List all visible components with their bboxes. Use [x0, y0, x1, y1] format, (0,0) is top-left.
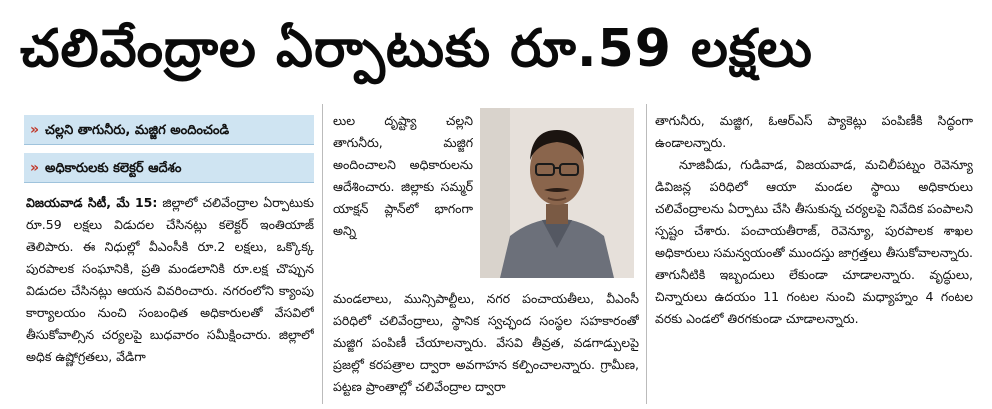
- column-1-text: జిల్లాలో చలివేంద్రాల ఏర్పాటుకు రూ.59 లక్షలు విడుదల చేసినట్లు కలెక్టర్‌ ఇంతియాజ్‌ తెలిపారు. ఈ నిధుల్లో వీఎంసీకి రూ.2 లక్షలు, ఒక్కొక్క పురపాలక సంఘానికి, ప్రతి మండలానికి రూ.లక్ష చొప్పున విడుదల చేసినట్లు ఆయన వివరించారు. నగరంలోని క్యాంపు కార్యాలయం నుంచి సంబంధిత అధికారులతో వేసవిలో తీసుకోవాల్సిన చర్యలపై బుధవారం సమీక్షించారు. జిల్లాలో అధిక ఉష్ణోగ్రతలు, వేడిగా: [26, 195, 314, 364]
- article-column-3: [655, 110, 973, 406]
- article-column-2-top: [333, 110, 473, 288]
- dateline: విజయవాడ సిటీ, మే 15:: [26, 195, 158, 210]
- subheading-2: [24, 153, 314, 183]
- column-3-paragraph-1: తాగునీరు, మజ్జిగ, ఓఆర్‌ఎస్‌ ప్యాకెట్లు పంపిణీకి సిద్ధంగా ఉండాలన్నారు.: [655, 113, 973, 150]
- column-3-paragraph-2: నూజివీడు, గుడివాడ, విజయవాడ, మచిలీపట్నం రెవెన్యూ డివిజన్ల పరిధిలో ఆయా మండల స్థాయి అధికారులు చలివేంద్రాలను ఏర్పాటు చేసి తీసుకున్న చర్యలపై నివేదిక పంపాలని స్పష్టం చేశారు. పంచాయతీరాజ్‌, రెవెన్యూ, పురపాలక శాఖల అధికారులు సమన్వయంతో ముందస్తు జాగ్రత్తలు తీసుకోవాలన్నారు. తాగునీటికి ఇబ్బందులు లేకుండా చూడాలన్నారు. వృద్ధులు, చిన్నారులు ఉదయం 11 గంటల నుంచి మధ్యాహ్నం 4 గంటల వరకు ఎండలో తిరగకుండా చూడాలన్నారు.: [655, 157, 973, 326]
- article-column-1: [26, 192, 314, 407]
- double-chevron-icon: »: [30, 160, 40, 176]
- subheading-1-text: చల్లని తాగునీరు, మజ్జిగ అందించండి: [45, 123, 230, 138]
- column-2-top-text: లుల దృష్ట్యా చల్లని తాగునీరు, మజ్జిగ అందించాలని అధికారులను ఆదేశించారు. జిల్లాకు సమ్మర్‌ యాక్షన్‌ ప్లాన్‌లో భాగంగా అన్ని: [333, 113, 473, 238]
- subheading-1: [24, 115, 314, 145]
- article-column-2-bottom: [333, 288, 639, 406]
- double-chevron-icon: »: [30, 122, 40, 138]
- headline: చలివేంద్రాల ఏర్పాటుకు రూ.59 లక్షలు: [20, 19, 813, 79]
- column-divider: [322, 104, 323, 404]
- subheading-2-text: అధికారులకు కలెక్టర్‌ ఆదేశం: [45, 161, 182, 176]
- column-divider: [646, 104, 647, 404]
- column-2-bottom-text: మండలాలు, మున్సిపాల్టీలు, నగర పంచాయతీలు, వీఎంసీ పరిధిలో చలివేంద్రాలు, స్థానిక స్వచ్ఛంద సంస్థల సహకారంతో మజ్జిగ పంపిణీ చేయాలన్నారు. వేసవి తీవ్రత, వడగాడ్పులపై ప్రజల్లో కరపత్రాల ద్వారా అవగాహన కల్పించాలన్నారు. గ్రామీణ, పట్టణ ప్రాంతాల్లో చలివేంద్రాల ద్వారా: [333, 291, 639, 394]
- collector-photo: [480, 108, 634, 278]
- person-portrait-image: [480, 108, 634, 278]
